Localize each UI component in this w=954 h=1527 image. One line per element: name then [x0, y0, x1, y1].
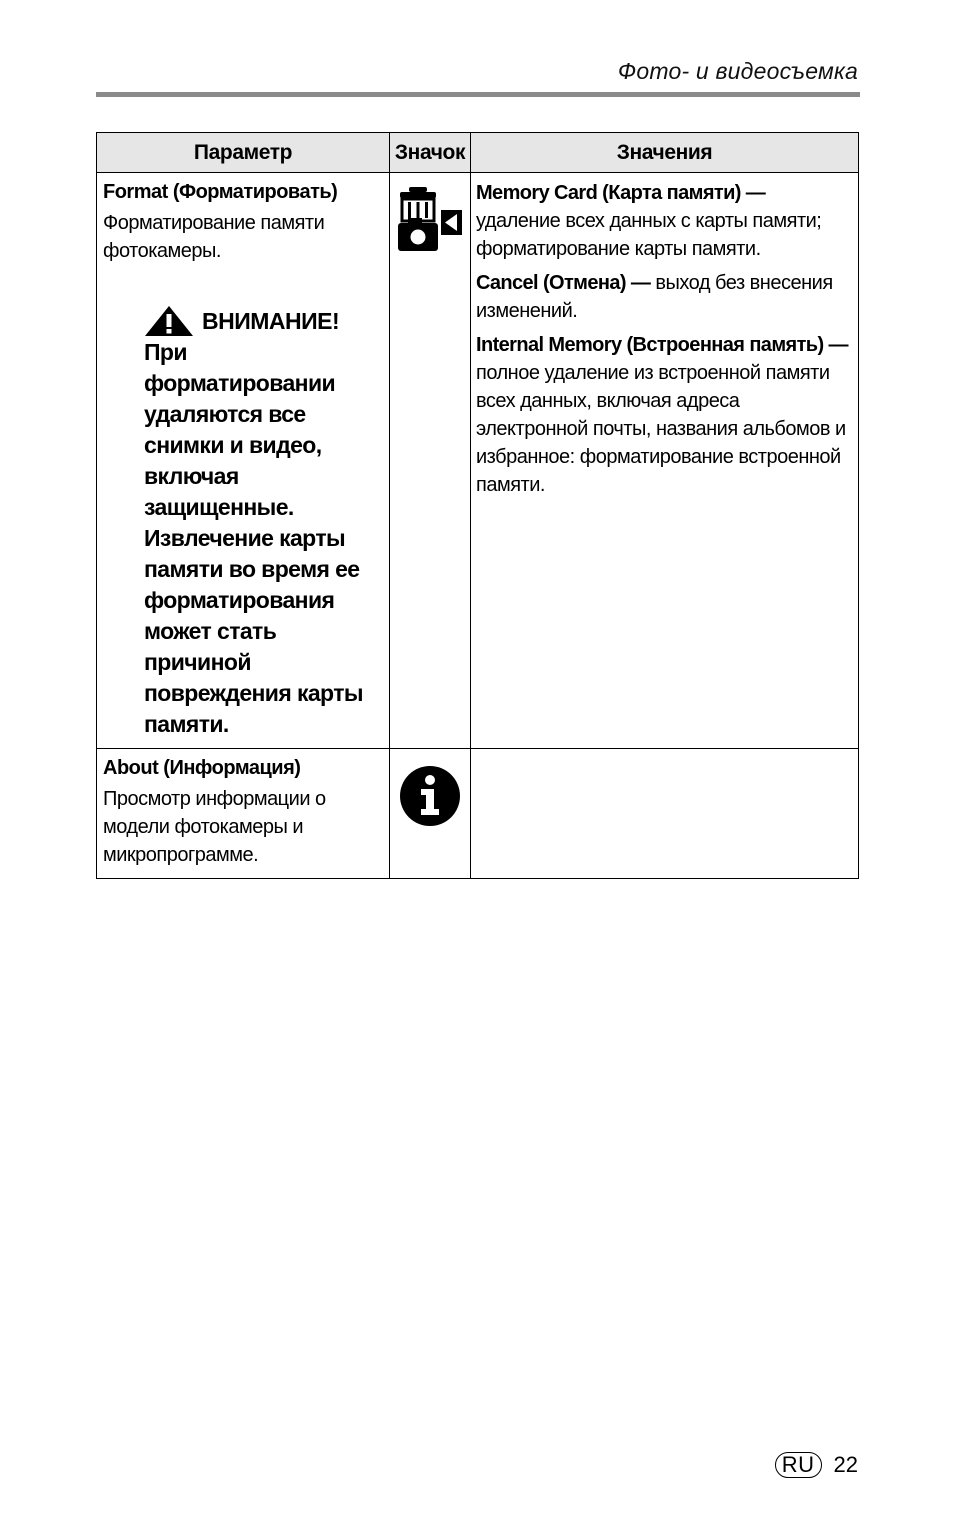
icon-cell: [390, 173, 471, 749]
param-cell: [97, 749, 390, 879]
page-footer: [775, 1452, 858, 1478]
table-row: [97, 173, 859, 749]
page-number: 22: [833, 1452, 858, 1477]
warning-text: При форматировании удаляются все снимки и видео, включая защищенные. Извлечение карты памяти во время ее форматирования может стать причиной повреждения карты памяти.: [144, 339, 363, 737]
values-cell: [471, 749, 859, 879]
param-description: Просмотр информации о модели фотокамеры и микропрограмме.: [103, 788, 326, 866]
value-item: Memory Card (Карта памяти) — удаление всех данных с карты памяти; форматирование карты памяти.: [476, 182, 822, 260]
column-header-icon: Значок: [390, 133, 471, 173]
table-header-row: [97, 133, 859, 173]
table-row: [97, 749, 859, 879]
param-name: About (Информация): [103, 757, 301, 779]
value-item: Internal Memory (Встроенная память) — полное удаление из встроенной памяти всех данных, включая адреса электронной почты, названия альбомов и избранное: форматирование встроенной памяти.: [476, 334, 848, 496]
page-header-title: Фото- и видеосъемка: [617, 58, 858, 84]
warning-block: [144, 305, 383, 740]
values-cell: [471, 173, 859, 749]
warning-title: ВНИМАНИЕ!: [202, 307, 340, 334]
param-description: Форматирование памяти фотокамеры.: [103, 212, 325, 262]
warning-triangle-icon: [144, 305, 194, 337]
param-name: Format (Форматировать): [103, 181, 338, 203]
info-icon: [399, 765, 461, 827]
value-item: Cancel (Отмена) — выход без внесения изменений.: [476, 272, 833, 322]
icon-cell: [390, 749, 471, 879]
settings-table: [96, 132, 859, 879]
header-rule: [96, 92, 860, 97]
format-trash-camera-icon: [398, 187, 462, 253]
param-cell: [97, 173, 390, 749]
column-header-param: Параметр: [97, 133, 390, 173]
column-header-values: Значения: [471, 133, 859, 173]
language-badge: RU: [775, 1452, 822, 1478]
